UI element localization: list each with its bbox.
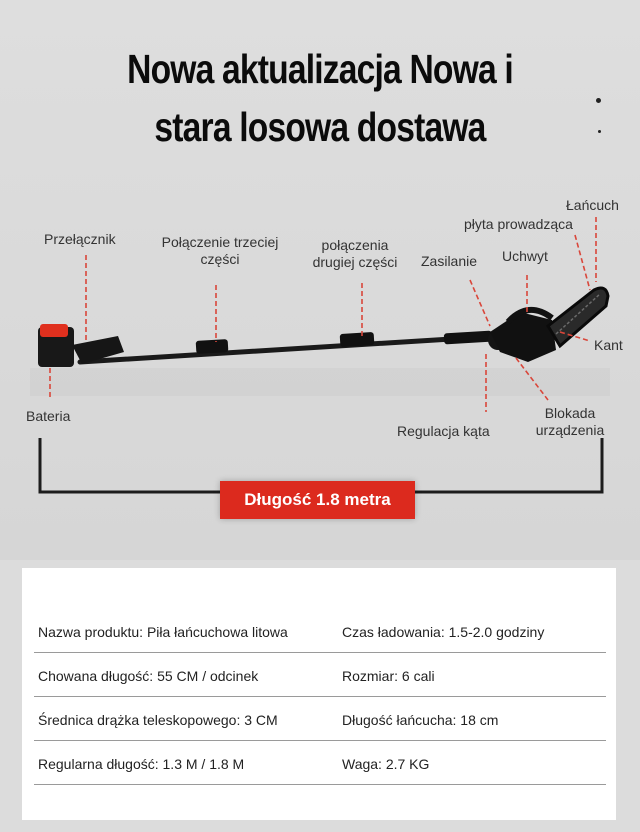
label-third-section <box>150 234 290 268</box>
spec-card <box>22 568 616 820</box>
label-third-section-line-2: części <box>200 251 240 267</box>
battery-red-top <box>40 324 68 337</box>
label-kant: Kant <box>594 337 623 353</box>
label-angle-adjust: Regulacja kąta <box>397 423 490 439</box>
spec-cell: Długość łańcucha: 18 cm <box>342 712 499 728</box>
label-lock-line-1: Blokada <box>544 405 596 421</box>
coupling-second-section <box>340 332 375 347</box>
telescopic-pole <box>80 336 500 362</box>
spec-cell: Czas ładowania: 1.5-2.0 godziny <box>342 624 545 640</box>
label-handle: Uchwyt <box>502 248 548 264</box>
pole-grip <box>444 331 493 345</box>
spec-cell: Średnica drążka teleskopowego: 3 CM <box>38 712 278 728</box>
headline-line-1: Nowa aktualizacja Nowa i <box>127 46 513 92</box>
spec-cell: Regularna długość: 1.3 M / 1.8 M <box>38 756 245 772</box>
label-second-section <box>300 237 410 271</box>
label-battery: Bateria <box>26 408 71 424</box>
spec-row <box>34 740 606 785</box>
spec-row <box>34 608 606 653</box>
label-switch: Przełącznik <box>44 231 116 247</box>
product-reflection <box>30 368 610 396</box>
spec-row <box>34 696 606 741</box>
label-lock-line-2: urządzenia <box>535 422 605 438</box>
headline-line-2: stara losowa dostawa <box>154 104 486 150</box>
label-chain: Łańcuch <box>566 197 619 213</box>
saw-motor-body <box>490 312 556 362</box>
coupling-third-section <box>196 339 229 354</box>
label-second-section-line-1: połączenia <box>321 237 389 253</box>
spec-row <box>34 652 606 697</box>
label-guide-plate: płyta prowadząca <box>464 216 573 232</box>
spec-cell: Rozmiar: 6 cali <box>342 668 435 684</box>
label-lock <box>524 405 616 439</box>
spec-cell: Waga: 2.7 KG <box>342 756 430 772</box>
label-second-section-line-2: drugiej części <box>312 254 398 270</box>
length-badge: Długość 1.8 metra <box>220 481 415 519</box>
spec-cell: Chowana długość: 55 CM / odcinek <box>38 668 259 684</box>
pointer-power <box>470 280 490 326</box>
spec-cell: Nazwa produktu: Piła łańcuchowa litowa <box>38 624 288 640</box>
pointer-guide-plate <box>575 235 590 290</box>
label-power: Zasilanie <box>421 253 478 269</box>
label-third-section-line-1: Połączenie trzeciej <box>161 234 279 250</box>
